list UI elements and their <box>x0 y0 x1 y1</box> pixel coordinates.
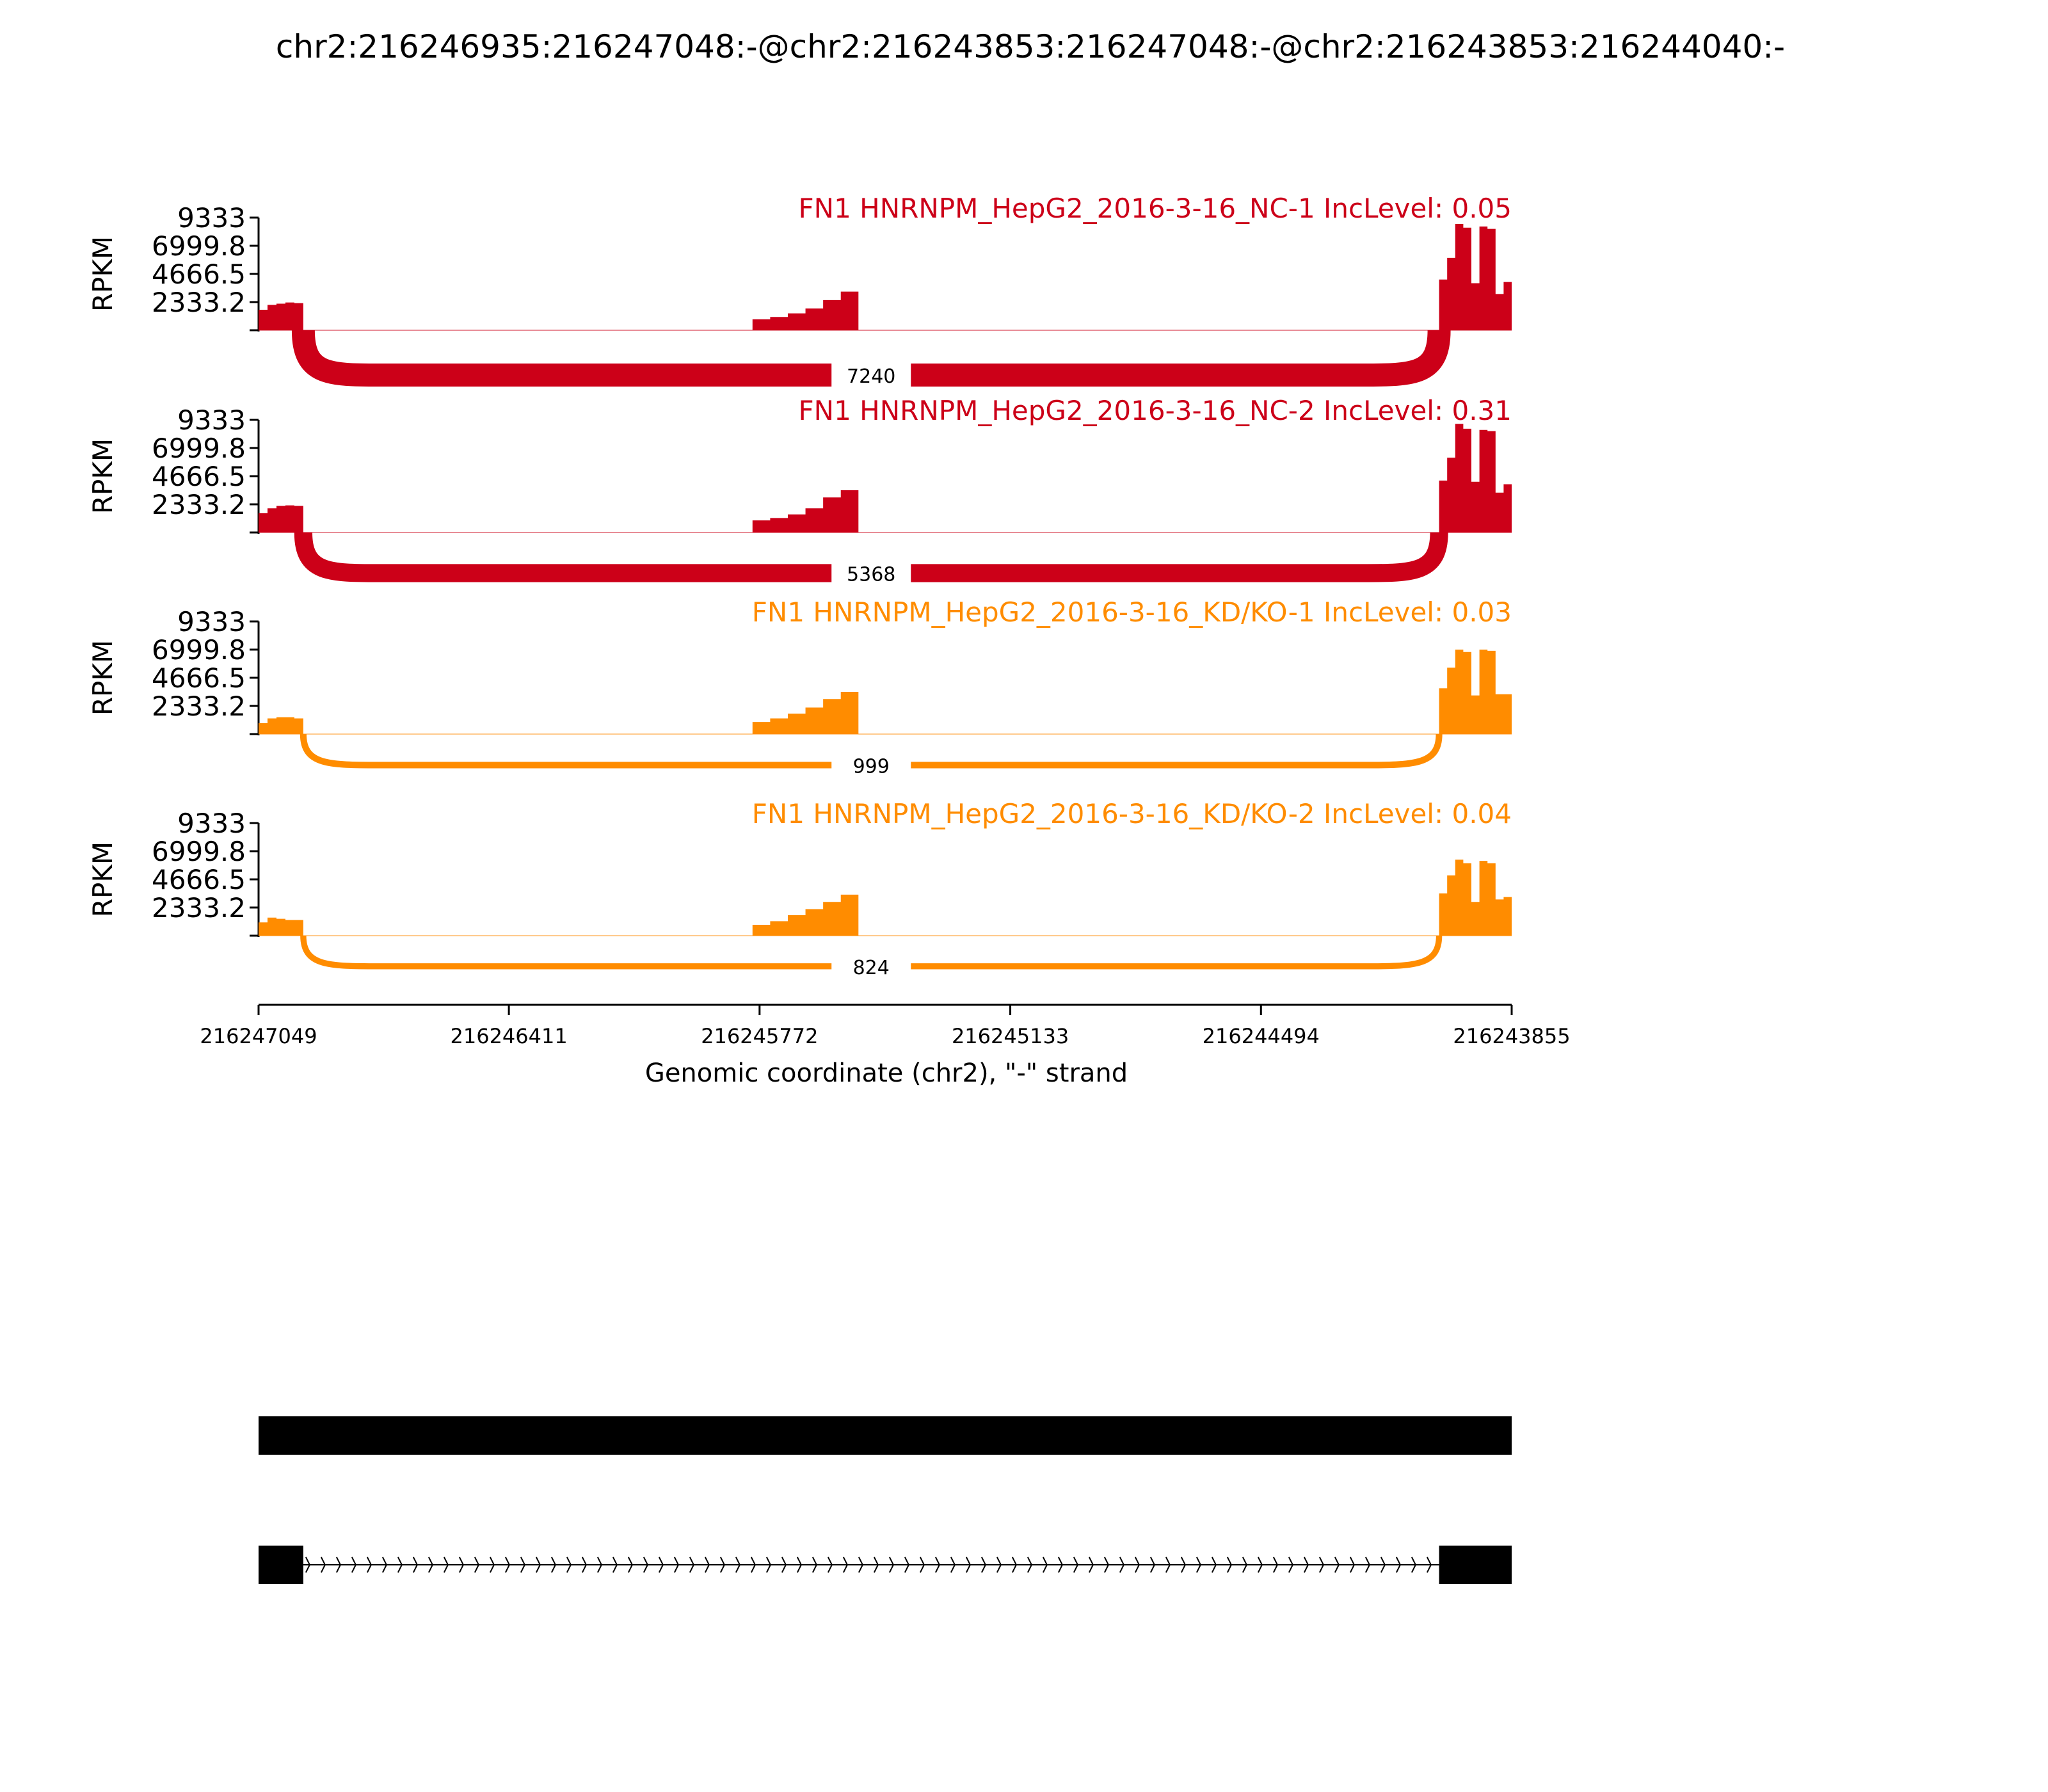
coverage-area <box>1439 224 1512 330</box>
y-tick-label: 2333.2 <box>152 892 246 924</box>
coverage-area <box>259 717 303 734</box>
y-tick-label: 9333 <box>177 808 246 839</box>
y-axis-label: RPKM <box>87 438 118 515</box>
y-tick-label: 6999.8 <box>152 230 246 262</box>
y-tick-label: 9333 <box>177 404 246 436</box>
y-tick-label: 2333.2 <box>152 489 246 521</box>
coverage-area <box>753 292 859 330</box>
coverage-area <box>1439 650 1512 734</box>
junction-count: 5368 <box>847 563 896 586</box>
coverage-area <box>259 303 303 330</box>
plot-title: chr2:216246935:216247048:-@chr2:216243853:216247048:-@chr2:216243853:216244040:- <box>275 28 1786 65</box>
y-tick-label: 9333 <box>177 606 246 637</box>
track-label: FN1 HNRNPM_HepG2_2016-3-16_NC-1 IncLevel: 0.05 <box>798 193 1512 224</box>
y-axis-label: RPKM <box>87 841 118 918</box>
track-2 <box>87 395 1512 588</box>
exon-block <box>259 1546 303 1584</box>
x-tick-label: 216247049 <box>200 1024 317 1048</box>
coverage-area <box>1439 424 1512 532</box>
y-tick-label: 6999.8 <box>152 835 246 867</box>
y-tick-label: 4666.5 <box>152 662 246 694</box>
x-tick-label: 216245133 <box>951 1024 1069 1048</box>
x-tick-label: 216244494 <box>1202 1024 1320 1048</box>
y-tick-label: 2333.2 <box>152 287 246 319</box>
y-tick-label: 9333 <box>177 202 246 234</box>
gene-model-1 <box>259 1416 1512 1455</box>
junction-count: 999 <box>852 755 890 778</box>
coverage-area <box>753 692 859 734</box>
coverage-area <box>1439 860 1512 936</box>
tracks <box>87 193 1512 980</box>
track-label: FN1 HNRNPM_HepG2_2016-3-16_KD/KO-2 IncLevel: 0.04 <box>751 798 1512 829</box>
exon-block <box>259 1416 1512 1455</box>
track-3 <box>87 596 1512 779</box>
y-axis-label: RPKM <box>87 236 118 312</box>
coverage-area <box>259 918 303 936</box>
x-tick-label: 216245772 <box>701 1024 819 1048</box>
track-label: FN1 HNRNPM_HepG2_2016-3-16_NC-2 IncLevel: 0.31 <box>798 395 1512 426</box>
gene-models <box>259 1416 1512 1584</box>
y-tick-label: 6999.8 <box>152 634 246 666</box>
coverage-area <box>753 895 859 936</box>
y-tick-label: 6999.8 <box>152 432 246 464</box>
x-tick-label: 216246411 <box>450 1024 568 1048</box>
coverage-area <box>259 506 303 532</box>
y-tick-label: 4666.5 <box>152 864 246 895</box>
x-axis <box>200 1005 1570 1048</box>
track-4 <box>87 798 1512 980</box>
track-label: FN1 HNRNPM_HepG2_2016-3-16_KD/KO-1 IncLevel: 0.03 <box>751 596 1512 628</box>
junction-count: 7240 <box>847 365 896 388</box>
x-axis-label: Genomic coordinate (chr2), "-" strand <box>644 1059 1128 1088</box>
coverage-area <box>753 490 859 532</box>
junction-count: 824 <box>852 956 890 979</box>
track-1 <box>87 193 1512 389</box>
exon-block <box>1439 1546 1512 1584</box>
y-tick-label: 4666.5 <box>152 259 246 290</box>
y-tick-label: 2333.2 <box>152 691 246 723</box>
gene-model-2 <box>259 1546 1512 1584</box>
x-tick-label: 216243855 <box>1453 1024 1571 1048</box>
y-tick-label: 4666.5 <box>152 461 246 492</box>
y-axis-label: RPKM <box>87 639 118 716</box>
